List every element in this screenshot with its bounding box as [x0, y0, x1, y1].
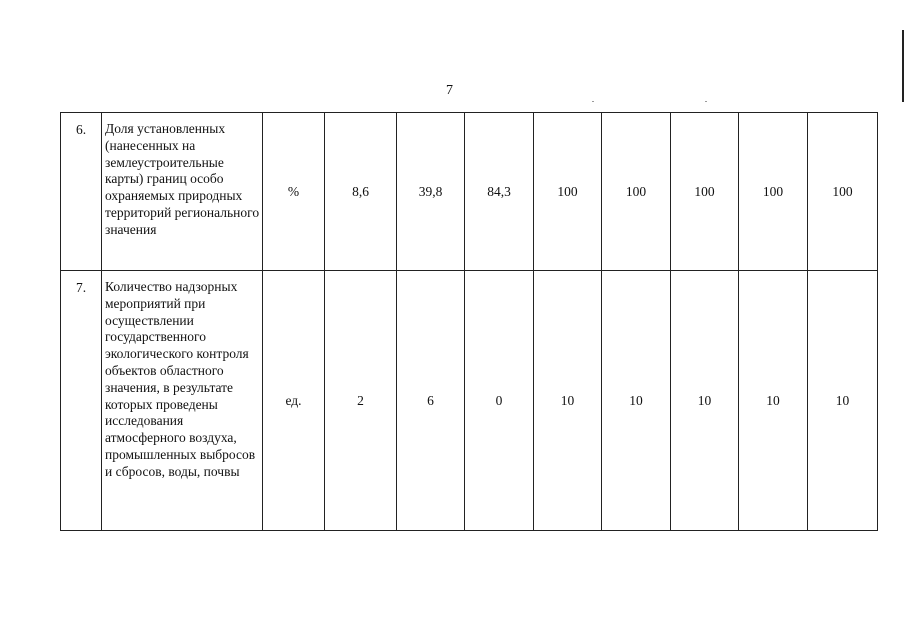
indicator-name-cell: Количество надзорных мероприятий при осуществлении государственного экологического контроля объектов областного значения, в результате которых проведены исследования атмосферного воздуха, промышленных выбросов и сбросов, воды, почвы	[102, 271, 263, 531]
scan-speck	[705, 101, 707, 102]
value-cell: 100	[671, 113, 739, 271]
table-row	[61, 113, 878, 271]
value-cell: 100	[808, 113, 878, 271]
value-cell: 100	[739, 113, 808, 271]
value-cell: 100	[534, 113, 602, 271]
value-cell: 2	[325, 271, 397, 531]
table-row	[61, 271, 878, 531]
value-cell: 39,8	[397, 113, 465, 271]
unit-cell: ед.	[263, 271, 325, 531]
scan-speck	[592, 101, 594, 102]
value-cell: 10	[739, 271, 808, 531]
scan-edge-mark	[902, 30, 904, 102]
value-cell: 8,6	[325, 113, 397, 271]
value-cell: 100	[602, 113, 671, 271]
row-number-cell: 7.	[61, 271, 102, 531]
page-number: 7	[446, 83, 453, 98]
value-cell: 6	[397, 271, 465, 531]
indicators-table	[60, 112, 878, 531]
value-cell: 10	[671, 271, 739, 531]
value-cell: 10	[808, 271, 878, 531]
value-cell: 10	[534, 271, 602, 531]
indicator-name-cell: Доля установленных (нанесенных на землеустроительные карты) границ особо охраняемых природных территорий регионального значения	[102, 113, 263, 271]
row-number-cell: 6.	[61, 113, 102, 271]
unit-cell: %	[263, 113, 325, 271]
value-cell: 10	[602, 271, 671, 531]
value-cell: 84,3	[465, 113, 534, 271]
value-cell: 0	[465, 271, 534, 531]
